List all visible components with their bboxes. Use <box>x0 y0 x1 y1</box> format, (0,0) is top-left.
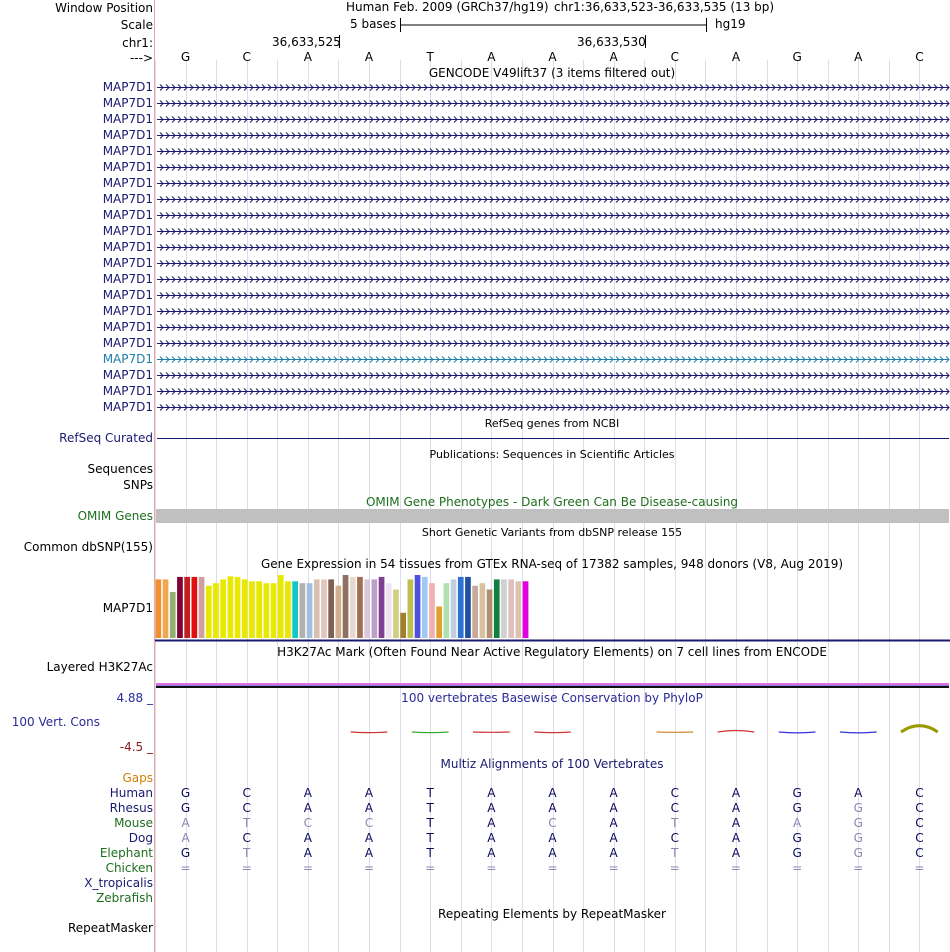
species-label[interactable]: Mouse <box>114 816 153 830</box>
publications-label[interactable]: Sequences <box>87 462 153 476</box>
alignment-base: A <box>487 846 496 860</box>
dbsnp-title: Short Genetic Variants from dbSNP release 155 <box>421 526 683 539</box>
reference-base: G <box>180 50 191 64</box>
gtex-tissue-bar <box>278 575 284 638</box>
alignment-base: A <box>487 801 496 815</box>
gencode-gene-label[interactable]: MAP7D1 <box>102 400 153 414</box>
gencode-transcript[interactable] <box>0 321 950 336</box>
gencode-transcript[interactable] <box>0 129 950 144</box>
alignment-base: C <box>242 831 251 845</box>
gtex-tissue-bar <box>458 577 464 638</box>
gtex-tissue-bar <box>372 579 378 638</box>
omim-title: OMIM Gene Phenotypes - Dark Green Can Be Disease-causing <box>365 495 739 509</box>
species-label[interactable]: Dog <box>128 831 153 845</box>
alignment-base: T <box>426 801 434 815</box>
alignment-base: C <box>915 786 924 800</box>
gencode-transcript[interactable] <box>0 273 950 288</box>
gencode-transcript[interactable] <box>0 305 950 320</box>
gtex-tissue-bar <box>314 579 320 638</box>
gtex-tissue-bar <box>393 590 399 639</box>
strand-label: ---> <box>129 51 153 65</box>
alignment-base: T <box>671 816 679 830</box>
gencode-gene-label[interactable]: MAP7D1 <box>102 240 153 254</box>
species-label[interactable]: Elephant <box>99 846 153 860</box>
gtex-tissue-bar <box>177 577 183 638</box>
gtex-tissue-bar <box>350 577 356 638</box>
reference-base: A <box>854 50 863 64</box>
reference-base: G <box>792 50 802 64</box>
coord-1: 36,633,525 <box>272 35 341 49</box>
gencode-transcript[interactable] <box>0 289 950 304</box>
alignment-base: = <box>486 861 497 875</box>
gtex-tissue-bar <box>285 581 291 638</box>
gtex-tissue-bar <box>242 579 248 638</box>
gtex-tissue-bar <box>379 577 385 638</box>
gencode-gene-label[interactable]: MAP7D1 <box>102 368 153 382</box>
reference-base: A <box>609 50 618 64</box>
gencode-gene-label[interactable]: MAP7D1 <box>102 256 153 270</box>
alignment-base: G <box>180 846 191 860</box>
alignment-base: A <box>364 786 374 800</box>
gtex-tissue-bar <box>343 575 349 638</box>
gencode-transcript[interactable] <box>0 193 950 208</box>
gtex-tissue-bar <box>300 583 306 638</box>
alignment-base: A <box>609 786 618 800</box>
refseq-label[interactable]: RefSeq Curated <box>59 431 153 445</box>
gtex-tissue-bar <box>444 583 450 638</box>
alignment-base: T <box>426 831 434 845</box>
omim-gene-bar[interactable] <box>156 509 949 523</box>
gtex-tissue-bar <box>516 581 522 638</box>
gencode-transcript[interactable] <box>0 241 950 256</box>
gtex-tissue-bar <box>292 581 298 638</box>
chr-label: chr1: <box>122 36 153 50</box>
alignment-base: C <box>364 816 374 830</box>
alignment-base: T <box>243 846 251 860</box>
gtex-tissue-bar <box>480 583 486 638</box>
alignment-base: A <box>609 816 618 830</box>
alignment-base: G <box>792 846 802 860</box>
assembly-name: Human Feb. 2009 (GRCh37/hg19) <box>346 0 549 14</box>
phylop-max-label: 4.88 _ <box>116 691 153 705</box>
phylop-value-mark <box>351 732 388 733</box>
alignment-base: G <box>180 786 191 800</box>
alignment-base: A <box>731 831 741 845</box>
gtex-label[interactable]: MAP7D1 <box>102 601 153 615</box>
gencode-gene-label[interactable]: MAP7D1 <box>102 80 153 94</box>
gencode-gene-label[interactable]: MAP7D1 <box>102 128 153 142</box>
gtex-tissue-bar <box>451 579 457 638</box>
h3k27ac-signal[interactable] <box>0 680 950 690</box>
alignment-base: A <box>731 801 741 815</box>
gtex-tissue-bar <box>307 583 313 638</box>
alignment-base: T <box>426 816 434 830</box>
gencode-gene-label[interactable]: MAP7D1 <box>102 96 153 110</box>
alignment-base: A <box>793 816 802 830</box>
phylop-value-mark <box>840 732 877 733</box>
alignment-base: G <box>853 816 863 830</box>
alignment-base: A <box>548 801 557 815</box>
alignment-base: A <box>181 831 190 845</box>
phylop-graph[interactable] <box>0 705 950 750</box>
alignment-base: C <box>548 816 557 830</box>
alignment-base: A <box>731 846 741 860</box>
gtex-tissue-bar <box>163 579 169 638</box>
scale-text: 5 bases <box>350 17 397 31</box>
gtex-tissue-bar <box>156 579 162 638</box>
gencode-gene-label[interactable]: MAP7D1 <box>102 112 153 126</box>
gtex-tissue-bar <box>465 577 471 638</box>
alignment-base: = <box>669 861 680 875</box>
alignment-base: = <box>302 861 313 875</box>
alignment-base: C <box>915 816 924 830</box>
alignment-base: C <box>915 831 924 845</box>
gencode-gene-label[interactable]: MAP7D1 <box>102 192 153 206</box>
publications-title: Publications: Sequences in Scientific Articles <box>429 448 675 461</box>
phylop-label[interactable]: 100 Vert. Cons <box>11 715 100 729</box>
alignment-base: A <box>303 786 312 800</box>
gtex-tissue-bar <box>336 586 342 638</box>
species-label[interactable]: Chicken <box>105 861 153 875</box>
alignment-base: T <box>243 816 251 830</box>
species-label[interactable]: X_tropicalis <box>84 876 153 890</box>
gencode-title: GENCODE V49lift37 (3 items filtered out) <box>428 66 676 80</box>
gencode-transcript[interactable] <box>0 401 950 416</box>
alignment-base: G <box>853 801 863 815</box>
phylop-value-mark <box>779 732 816 733</box>
gtex-tissue-bar <box>415 575 421 638</box>
gencode-gene-label[interactable]: MAP7D1 <box>102 320 153 334</box>
gencode-transcript[interactable] <box>0 257 950 272</box>
alignment-base: = <box>792 861 803 875</box>
alignment-base: C <box>242 786 251 800</box>
gencode-transcript[interactable] <box>0 225 950 240</box>
dbsnp-label[interactable]: Common dbSNP(155) <box>23 540 153 554</box>
gtex-tissue-bar <box>429 583 435 638</box>
gtex-tissue-bar <box>508 579 514 638</box>
alignment-base: A <box>364 801 374 815</box>
alignment-base: A <box>731 816 741 830</box>
gtex-tissue-bar <box>386 583 392 638</box>
alignment-base: C <box>242 801 251 815</box>
alignment-base: A <box>487 816 496 830</box>
gtex-tissue-bar <box>264 583 270 638</box>
reference-base: A <box>303 50 312 64</box>
omim-label[interactable]: OMIM Genes <box>77 509 153 523</box>
gtex-tissue-bar <box>228 576 234 638</box>
window-position-label: Window Position <box>55 1 153 15</box>
gtex-tissue-bar <box>271 583 277 638</box>
phylop-value-mark <box>412 732 449 733</box>
alignment-base: = <box>364 861 375 875</box>
gtex-tissue-bar <box>170 592 176 638</box>
refseq-gene-line[interactable] <box>157 438 949 439</box>
gtex-tissue-bar <box>235 577 241 638</box>
alignment-base: G <box>180 801 191 815</box>
alignment-base: T <box>671 846 679 860</box>
phylop-title: 100 vertebrates Basewise Conservation by PhyloP <box>401 691 703 705</box>
snps-label[interactable]: SNPs <box>123 478 153 492</box>
gencode-gene-label[interactable]: MAP7D1 <box>102 336 153 350</box>
gtex-tissue-bar <box>192 577 198 638</box>
phylop-value-mark <box>534 732 571 733</box>
alignment-base: A <box>303 831 312 845</box>
gencode-gene-label[interactable]: MAP7D1 <box>102 160 153 174</box>
gtex-tissue-bar <box>249 581 255 638</box>
alignment-base: = <box>608 861 619 875</box>
reference-base: C <box>242 50 251 64</box>
reference-base: A <box>364 50 374 64</box>
gencode-gene-label[interactable]: MAP7D1 <box>102 272 153 286</box>
alignment-base: T <box>426 846 434 860</box>
gtex-bar-graph[interactable] <box>0 570 950 642</box>
position-range: chr1:36,633,523-36,633,535 (13 bp) <box>554 0 775 14</box>
gtex-tissue-bar <box>206 586 212 638</box>
gaps-label: Gaps <box>122 771 153 785</box>
alignment-base: = <box>180 861 191 875</box>
gencode-transcript[interactable] <box>0 113 950 128</box>
gtex-tissue-bar <box>321 579 327 638</box>
alignment-base: C <box>915 801 924 815</box>
alignment-base: G <box>792 786 802 800</box>
gtex-tissue-bar <box>494 579 500 638</box>
reference-base: A <box>731 50 741 64</box>
alignment-base: G <box>853 831 863 845</box>
alignment-base: A <box>548 831 557 845</box>
alignment-base: T <box>426 786 434 800</box>
reference-base: A <box>487 50 496 64</box>
gtex-tissue-bar <box>184 577 190 638</box>
gencode-transcript[interactable] <box>0 161 950 176</box>
gencode-transcript[interactable] <box>0 369 950 384</box>
alignment-base: A <box>609 801 618 815</box>
alignment-base: = <box>241 861 252 875</box>
phylop-value-mark <box>901 726 938 732</box>
alignment-base: A <box>181 816 190 830</box>
gtex-tissue-bar <box>436 607 442 639</box>
alignment-base: A <box>548 786 557 800</box>
gtex-tissue-bar <box>199 577 205 638</box>
scale-bar <box>0 0 950 60</box>
alignment-base: A <box>548 846 557 860</box>
reference-base: C <box>670 50 679 64</box>
gencode-transcript[interactable] <box>0 209 950 224</box>
gencode-gene-label[interactable]: MAP7D1 <box>102 304 153 318</box>
gencode-transcript[interactable] <box>0 353 950 368</box>
gtex-tissue-bar <box>364 579 370 638</box>
gtex-tissue-bar <box>256 581 262 638</box>
gtex-tissue-bar <box>501 579 507 638</box>
alignment-base: A <box>487 786 496 800</box>
h3k27ac-title: H3K27Ac Mark (Often Found Near Active Regulatory Elements) on 7 cell lines from ENCODE <box>277 645 827 659</box>
scale-label: Scale <box>120 18 153 32</box>
reference-base: C <box>915 50 924 64</box>
gtex-tissue-bar <box>328 579 334 638</box>
gtex-tissue-bar <box>357 577 363 638</box>
gtex-tissue-bar <box>220 579 226 638</box>
gencode-transcript[interactable] <box>0 97 950 112</box>
alignment-base: = <box>425 861 436 875</box>
alignment-base: C <box>670 786 679 800</box>
alignment-base: C <box>670 801 679 815</box>
gtex-tissue-bar <box>213 583 219 638</box>
reference-base: T <box>426 50 434 64</box>
repeatmasker-label[interactable]: RepeatMasker <box>67 921 153 935</box>
alignment-base: A <box>364 831 374 845</box>
db-name: hg19 <box>715 17 746 31</box>
gencode-transcript[interactable] <box>0 81 950 96</box>
alignment-base: C <box>303 816 313 830</box>
gtex-tissue-bar <box>472 586 478 638</box>
multiz-title: Multiz Alignments of 100 Vertebrates <box>440 757 664 771</box>
h3k27ac-label[interactable]: Layered H3K27Ac <box>46 660 153 674</box>
gtex-tissue-bar <box>408 579 414 638</box>
alignment-base: = <box>853 861 864 875</box>
alignment-base: G <box>853 846 863 860</box>
phylop-value-mark <box>718 731 755 733</box>
gencode-gene-label[interactable]: MAP7D1 <box>102 352 153 366</box>
alignment-base: A <box>303 801 312 815</box>
species-label[interactable]: Rhesus <box>109 801 153 815</box>
gencode-transcript[interactable] <box>0 385 950 400</box>
species-label[interactable]: Zebrafish <box>96 891 153 905</box>
alignment-base: A <box>364 846 374 860</box>
alignment-base: C <box>915 846 924 860</box>
alignment-base: A <box>609 831 618 845</box>
alignment-base: G <box>792 801 802 815</box>
gencode-transcript[interactable] <box>0 145 950 160</box>
alignment-base: A <box>303 846 312 860</box>
coord-2: 36,633,530 <box>577 35 646 49</box>
refseq-title: RefSeq genes from NCBI <box>484 417 620 430</box>
reference-base: A <box>548 50 557 64</box>
gtex-tissue-bar <box>487 590 493 639</box>
phylop-min-label: -4.5 _ <box>119 740 153 754</box>
gtex-tissue-bar <box>422 577 428 638</box>
gencode-gene-label[interactable]: MAP7D1 <box>102 224 153 238</box>
gencode-gene-label[interactable]: MAP7D1 <box>102 144 153 158</box>
gencode-transcript[interactable] <box>0 337 950 352</box>
alignment-base: C <box>670 831 679 845</box>
gencode-gene-label[interactable]: MAP7D1 <box>102 176 153 190</box>
alignment-base: = <box>547 861 558 875</box>
alignment-base: = <box>914 861 925 875</box>
gtex-title: Gene Expression in 54 tissues from GTEx RNA-seq of 17382 samples, 948 donors (V8, Aug 2019) <box>260 557 844 571</box>
alignment-base: A <box>854 786 863 800</box>
alignment-base: G <box>792 831 802 845</box>
alignment-base: A <box>731 786 741 800</box>
repeatmasker-title: Repeating Elements by RepeatMasker <box>438 907 666 921</box>
species-label[interactable]: Human <box>109 786 153 800</box>
alignment-base: = <box>730 861 741 875</box>
gencode-transcript[interactable] <box>0 177 950 192</box>
gencode-gene-label[interactable]: MAP7D1 <box>102 288 153 302</box>
gencode-gene-label[interactable]: MAP7D1 <box>102 208 153 222</box>
alignment-base: A <box>487 831 496 845</box>
gtex-tissue-bar <box>523 581 529 638</box>
gtex-tissue-bar <box>400 613 406 638</box>
gencode-gene-label[interactable]: MAP7D1 <box>102 384 153 398</box>
alignment-base: A <box>609 846 618 860</box>
